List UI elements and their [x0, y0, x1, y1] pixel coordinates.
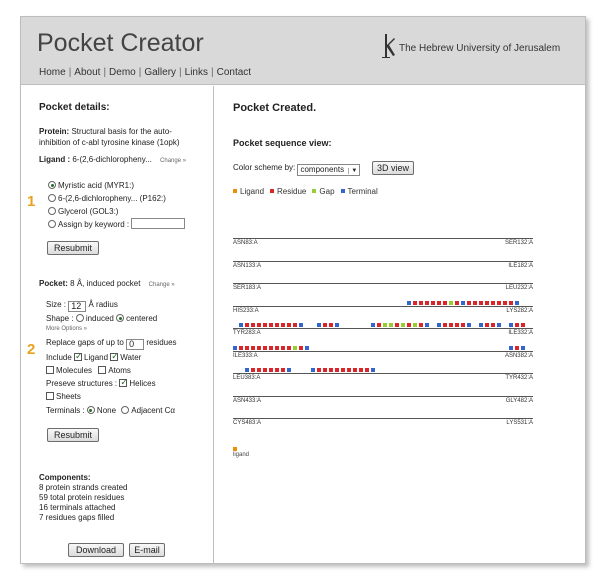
residue-marker[interactable]	[353, 368, 357, 372]
row-end-label: LEU232:A	[505, 285, 533, 291]
residue-marker[interactable]	[485, 323, 489, 327]
preserve-row-2	[46, 392, 81, 401]
residue-marker[interactable]	[407, 323, 411, 327]
terminals-label: Terminals :	[46, 406, 85, 415]
resubmit-pocket-button[interactable]: Resubmit	[47, 428, 99, 442]
3d-view-button[interactable]: 3D view	[372, 161, 414, 175]
pocket-label: Pocket:	[39, 279, 68, 288]
top-nav	[39, 67, 251, 78]
legend-label: Gap	[319, 187, 335, 196]
row-start-label: ILE333:A	[233, 352, 258, 359]
terminals-row	[46, 406, 175, 415]
preserve-helices[interactable]: Helices	[129, 379, 156, 388]
color-legend	[233, 186, 384, 196]
university-emblem-icon	[381, 33, 397, 59]
residue-marker[interactable]	[281, 368, 285, 372]
color-scheme-select[interactable]	[297, 164, 360, 176]
residue-marker[interactable]	[515, 323, 519, 327]
residue-marker[interactable]	[467, 323, 471, 327]
residue-marker[interactable]	[479, 323, 483, 327]
legend-item-residue	[270, 187, 306, 196]
residue-marker[interactable]	[239, 346, 243, 350]
shape-row	[46, 314, 157, 323]
legend-swatch	[312, 189, 316, 193]
change-pocket-link[interactable]: Change »	[148, 282, 175, 288]
sequence-row	[233, 306, 533, 316]
shape-centered[interactable]: centered	[126, 314, 158, 323]
residue-marker[interactable]	[419, 301, 423, 305]
legend-swatch	[270, 189, 274, 193]
residue-marker[interactable]	[491, 301, 495, 305]
gaps-row	[46, 338, 177, 350]
sequence-line	[233, 238, 533, 239]
app-title: Pocket Creator	[37, 29, 204, 57]
residue-marker[interactable]	[251, 346, 255, 350]
sequence-line	[233, 351, 533, 352]
terminals-none[interactable]: None	[96, 406, 117, 415]
checkbox-icon[interactable]	[110, 353, 118, 361]
residue-marker[interactable]	[257, 368, 261, 372]
residue-marker[interactable]	[479, 301, 483, 305]
size-unit: Å radius	[88, 300, 118, 309]
residue-marker[interactable]	[311, 368, 315, 372]
residue-marker[interactable]	[281, 323, 285, 327]
sequence-line	[233, 261, 533, 262]
residue-marker[interactable]	[395, 323, 399, 327]
ligand-value: 6-(2,6-dichloropheny...	[72, 155, 152, 164]
sequence-row	[233, 373, 533, 383]
components-line: 59 total protein residues	[39, 493, 125, 502]
residue-marker[interactable]	[275, 346, 279, 350]
nav-separator: |	[68, 67, 72, 78]
residue-marker[interactable]	[263, 368, 267, 372]
residue-marker[interactable]	[257, 323, 261, 327]
change-ligand-link[interactable]: Change »	[160, 158, 187, 164]
legend-label: Ligand	[240, 187, 265, 196]
residue-marker[interactable]	[389, 323, 393, 327]
residue-marker[interactable]	[509, 323, 513, 327]
pocket-info	[39, 279, 175, 288]
step-marker-2: 2	[27, 341, 36, 358]
left-panel	[21, 86, 214, 563]
nav-link-about[interactable]: About	[74, 67, 101, 78]
university-name: The Hebrew University of Jerusalem	[399, 43, 561, 54]
ligand-option-myristic[interactable]: Myristic acid (MYR1:)	[48, 179, 185, 192]
preserve-sheets[interactable]: Sheets	[56, 392, 81, 401]
sequence-view-heading: Pocket sequence view:	[233, 138, 332, 148]
radio-icon[interactable]	[116, 314, 124, 322]
ligand-marker	[233, 447, 249, 458]
residue-marker[interactable]	[317, 323, 321, 327]
sequence-row	[233, 418, 533, 428]
legend-label: Terminal	[347, 187, 378, 196]
size-row	[46, 300, 118, 312]
radio-icon[interactable]	[87, 406, 95, 414]
row-end-label: ILE182:A	[508, 262, 533, 269]
gaps-input[interactable]: 0	[126, 339, 144, 350]
ligand-option-glycerol[interactable]: Glycerol (GOL3:)	[48, 205, 185, 218]
step-marker-1: 1	[27, 193, 36, 210]
terminals-adjacent[interactable]: Adjacent Cα	[131, 406, 176, 415]
sequence-row	[233, 238, 533, 248]
residue-marker[interactable]	[473, 301, 477, 305]
include-label: Include	[46, 353, 72, 362]
sequence-line	[233, 283, 533, 284]
residue-marker[interactable]	[299, 323, 303, 327]
residue-marker[interactable]	[245, 323, 249, 327]
sequence-line	[233, 418, 533, 419]
residue-marker[interactable]	[329, 323, 333, 327]
pocket-created-heading: Pocket Created.	[233, 102, 317, 114]
legend-label: Residue	[277, 187, 307, 196]
more-options-link[interactable]: More Options »	[46, 326, 88, 332]
gaps-label: Replace gaps of up to	[46, 338, 124, 347]
nav-link-gallery[interactable]: Gallery	[144, 67, 177, 78]
residue-marker[interactable]	[509, 301, 513, 305]
residue-marker[interactable]	[497, 323, 501, 327]
row-start-label: LEU383:A	[233, 375, 261, 381]
residue-marker[interactable]	[269, 346, 273, 350]
row-end-label: SER132:A	[504, 240, 533, 246]
residue-marker[interactable]	[485, 301, 489, 305]
components-line: 7 residues gaps filled	[39, 513, 115, 522]
residue-marker[interactable]	[287, 323, 291, 327]
nav-separator: |	[138, 67, 142, 78]
residue-marker[interactable]	[341, 368, 345, 372]
sequence-line	[233, 328, 533, 329]
residue-marker[interactable]	[431, 301, 435, 305]
components-line: 16 terminals attached	[39, 503, 116, 512]
include-ligand[interactable]: Ligand	[84, 353, 109, 362]
row-end-label: TYR432:A	[505, 375, 533, 381]
residue-marker[interactable]	[269, 323, 273, 327]
residue-marker[interactable]	[371, 323, 375, 327]
sequence-row	[233, 283, 533, 293]
legend-swatch	[341, 189, 345, 193]
components-title: Components:	[39, 473, 91, 482]
nav-link-home[interactable]: Home	[39, 67, 66, 78]
residue-marker[interactable]	[245, 368, 249, 372]
gaps-unit: residues	[146, 338, 177, 347]
row-start-label: TYR283:A	[233, 330, 261, 336]
residue-marker[interactable]	[317, 368, 321, 372]
sequence-line	[233, 306, 533, 307]
protein-text-1: Structural basis for the auto-	[71, 127, 172, 136]
residue-marker[interactable]	[323, 323, 327, 327]
nav-link-contact[interactable]: Contact	[216, 67, 252, 78]
residue-marker[interactable]	[509, 346, 513, 350]
row-start-label: ASN83:A	[233, 240, 258, 246]
residue-marker[interactable]	[233, 346, 237, 350]
residue-marker[interactable]	[269, 368, 273, 372]
sequence-row	[233, 328, 533, 338]
size-input[interactable]: 12	[68, 301, 86, 312]
ligand-options	[48, 179, 185, 231]
ligand-option-keyword[interactable]: Assign by keyword :	[48, 218, 185, 231]
legend-item-ligand	[233, 187, 264, 196]
row-end-label: ASN382:A	[504, 352, 533, 359]
components-summary	[39, 473, 128, 523]
include-row-2	[46, 366, 131, 375]
sequence-line	[233, 396, 533, 397]
radio-icon[interactable]	[76, 314, 84, 322]
residue-marker[interactable]	[293, 323, 297, 327]
ligand-info	[39, 155, 186, 164]
residue-marker[interactable]	[335, 323, 339, 327]
residue-marker[interactable]	[275, 368, 279, 372]
ligand-legend-square	[233, 447, 237, 451]
nav-separator: |	[211, 67, 214, 78]
protein-info	[39, 126, 180, 148]
residue-marker[interactable]	[383, 323, 387, 327]
residue-marker[interactable]	[419, 323, 423, 327]
residue-marker[interactable]	[521, 346, 525, 350]
radio-icon[interactable]	[121, 406, 129, 414]
radio-icon[interactable]	[48, 220, 56, 228]
residue-marker[interactable]	[461, 301, 465, 305]
right-panel	[215, 86, 585, 563]
nav-separator: |	[179, 67, 182, 78]
residue-marker[interactable]	[491, 323, 495, 327]
residue-marker[interactable]	[275, 323, 279, 327]
checkbox-icon[interactable]	[46, 392, 54, 400]
residue-marker[interactable]	[287, 346, 291, 350]
residue-marker[interactable]	[401, 323, 405, 327]
pocket-details-heading: Pocket details:	[39, 102, 110, 113]
residue-marker[interactable]	[449, 323, 453, 327]
nav-separator: |	[103, 67, 107, 78]
protein-text-2: inhibition of c-abl tyrosine kinase (1opk)	[39, 138, 180, 147]
residue-marker[interactable]	[503, 301, 507, 305]
pocket-value: 8 Å, induced pocket	[70, 279, 141, 288]
sequence-row	[233, 261, 533, 271]
include-molecules[interactable]: Molecules	[56, 366, 93, 375]
row-end-label: LYS282:A	[506, 307, 533, 314]
components-line: 8 protein strands created	[39, 483, 128, 492]
download-button[interactable]: Download	[68, 543, 124, 557]
residue-marker[interactable]	[239, 323, 243, 327]
color-scheme-value: components	[300, 165, 345, 174]
residue-marker[interactable]	[521, 323, 525, 327]
residue-marker[interactable]	[497, 301, 501, 305]
residue-marker[interactable]	[245, 346, 249, 350]
resubmit-ligand-button[interactable]: Resubmit	[47, 241, 99, 255]
shape-induced[interactable]: induced	[85, 314, 114, 323]
residue-marker[interactable]	[365, 368, 369, 372]
residue-marker[interactable]	[257, 346, 261, 350]
ligand-tag: ligand	[233, 452, 250, 458]
checkbox-icon[interactable]	[119, 379, 127, 387]
legend-item-gap	[312, 187, 334, 196]
residue-marker[interactable]	[347, 368, 351, 372]
checkbox-icon[interactable]	[74, 353, 82, 361]
residue-marker[interactable]	[515, 301, 519, 305]
row-start-label: ASN133:A	[233, 262, 262, 269]
residue-marker[interactable]	[437, 323, 441, 327]
keyword-input[interactable]	[131, 218, 185, 229]
residue-marker[interactable]	[461, 323, 465, 327]
row-end-label: LYS531:A	[506, 420, 533, 426]
size-label: Size :	[46, 300, 67, 309]
residue-marker[interactable]	[251, 368, 255, 372]
residue-marker[interactable]	[413, 301, 417, 305]
preserve-label: Preseve structures :	[46, 379, 118, 388]
color-scheme-row	[233, 163, 360, 176]
residue-marker[interactable]	[371, 368, 375, 372]
email-button[interactable]: E-mail	[129, 543, 165, 557]
checkbox-icon[interactable]	[98, 366, 106, 374]
residue-marker[interactable]	[449, 301, 453, 305]
nav-link-links[interactable]: Links	[184, 67, 208, 78]
ligand-option-dichloro[interactable]: 6-(2,6-dichloropheny... (P162:)	[48, 192, 185, 205]
chevron-down-icon: ▼	[348, 168, 357, 174]
residue-marker[interactable]	[425, 301, 429, 305]
residue-marker[interactable]	[263, 323, 267, 327]
row-start-label: CYS483:A	[233, 420, 262, 426]
residue-marker[interactable]	[287, 368, 291, 372]
color-scheme-label: Color scheme by:	[233, 163, 296, 172]
residue-marker[interactable]	[425, 323, 429, 327]
residue-marker[interactable]	[413, 323, 417, 327]
residue-marker[interactable]	[443, 301, 447, 305]
residue-marker[interactable]	[251, 323, 255, 327]
residue-marker[interactable]	[263, 346, 267, 350]
row-start-label: ASN433:A	[233, 397, 262, 404]
preserve-row	[46, 379, 156, 388]
university-logo[interactable]	[381, 33, 581, 59]
sequence-row	[233, 351, 533, 361]
checkbox-icon[interactable]	[46, 366, 54, 374]
sequence-row	[233, 396, 533, 406]
row-end-label: ILE332:A	[508, 330, 533, 336]
row-start-label: SER183:A	[233, 285, 262, 291]
shape-label: Shape :	[46, 314, 74, 323]
sequence-line	[233, 373, 533, 374]
residue-marker[interactable]	[515, 346, 519, 350]
include-atoms[interactable]: Atoms	[108, 366, 131, 375]
row-end-label: GLY482:A	[505, 397, 533, 404]
legend-swatch	[233, 189, 237, 193]
residue-marker[interactable]	[455, 301, 459, 305]
residue-marker[interactable]	[281, 346, 285, 350]
residue-marker[interactable]	[305, 346, 309, 350]
row-start-label: HIS233:A	[233, 307, 259, 314]
include-water[interactable]: Water	[120, 353, 142, 362]
include-row	[46, 353, 141, 362]
radio-icon[interactable]	[48, 207, 56, 215]
header	[21, 17, 585, 85]
nav-link-demo[interactable]: Demo	[109, 67, 136, 78]
radio-icon[interactable]	[48, 194, 56, 202]
residue-marker[interactable]	[407, 301, 411, 305]
residue-marker[interactable]	[359, 368, 363, 372]
residue-marker[interactable]	[329, 368, 333, 372]
residue-marker[interactable]	[467, 301, 471, 305]
page-frame	[20, 16, 586, 564]
residue-marker[interactable]	[299, 346, 303, 350]
legend-item-terminal	[341, 187, 378, 196]
radio-icon[interactable]	[48, 181, 56, 189]
residue-marker[interactable]	[455, 323, 459, 327]
protein-label: Protein:	[39, 127, 70, 136]
residue-marker[interactable]	[335, 368, 339, 372]
residue-marker[interactable]	[377, 323, 381, 327]
residue-marker[interactable]	[443, 323, 447, 327]
ligand-label: Ligand :	[39, 155, 71, 164]
residue-marker[interactable]	[293, 346, 297, 350]
residue-marker[interactable]	[323, 368, 327, 372]
residue-marker[interactable]	[437, 301, 441, 305]
